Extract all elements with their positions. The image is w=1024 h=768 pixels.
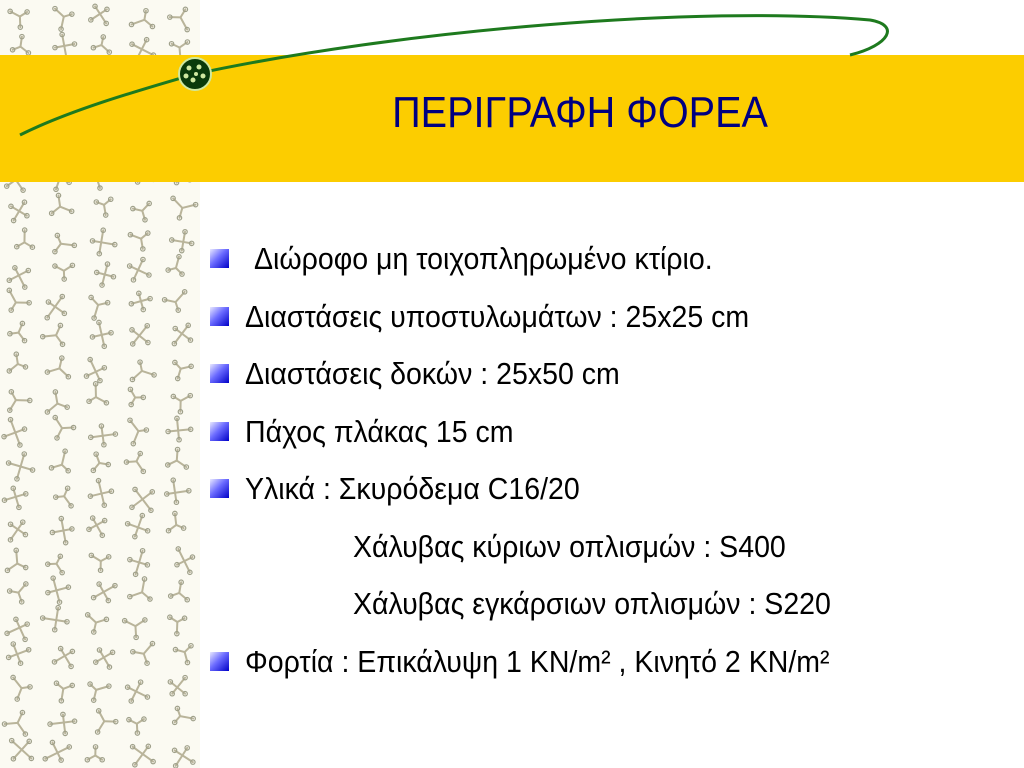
bullet-square-icon — [210, 422, 229, 441]
list-item — [210, 230, 1010, 288]
list-item — [210, 345, 1010, 403]
list-item — [210, 288, 1010, 346]
bullet-square-icon — [210, 249, 229, 268]
list-item-text: Πάχος πλάκας 15 cm — [245, 413, 514, 449]
list-item-text: Υλικά : Σκυρόδεμα C16/20 — [245, 471, 580, 506]
list-item-text: Διαστάσεις δοκών : 25x50 cm — [245, 356, 620, 391]
bullet-square-icon — [210, 652, 229, 671]
list-item — [210, 575, 1010, 633]
list-item — [210, 518, 1010, 576]
list-item — [210, 460, 1010, 518]
bullet-square-icon — [210, 307, 229, 326]
list-item-text: Διώροφο μη τοιχοπληρωμένο κτίριο. — [254, 241, 713, 276]
list-item-text: Χάλυβας εγκάρσιων οπλισμών : S220 — [353, 586, 831, 621]
list-item-text: Χάλυβας κύριων οπλισμών : S400 — [353, 528, 786, 564]
bullet-square-icon — [210, 479, 229, 498]
title-band-pattern-overlay — [0, 55, 200, 182]
bullet-list — [210, 230, 1010, 690]
bullet-square-icon — [210, 364, 229, 383]
slide-title: ΠΕΡΙΓΡΑΦΗ ΦΟΡΕΑ — [392, 88, 768, 137]
list-item-text: Φορτία : Επικάλυψη 1 KN/m² , Κινητό 2 KN/m² — [245, 643, 830, 679]
list-item — [210, 403, 1010, 461]
list-item — [210, 633, 1010, 691]
list-item-text: Διαστάσεις υποστυλωμάτων : 25x25 cm — [245, 298, 750, 334]
